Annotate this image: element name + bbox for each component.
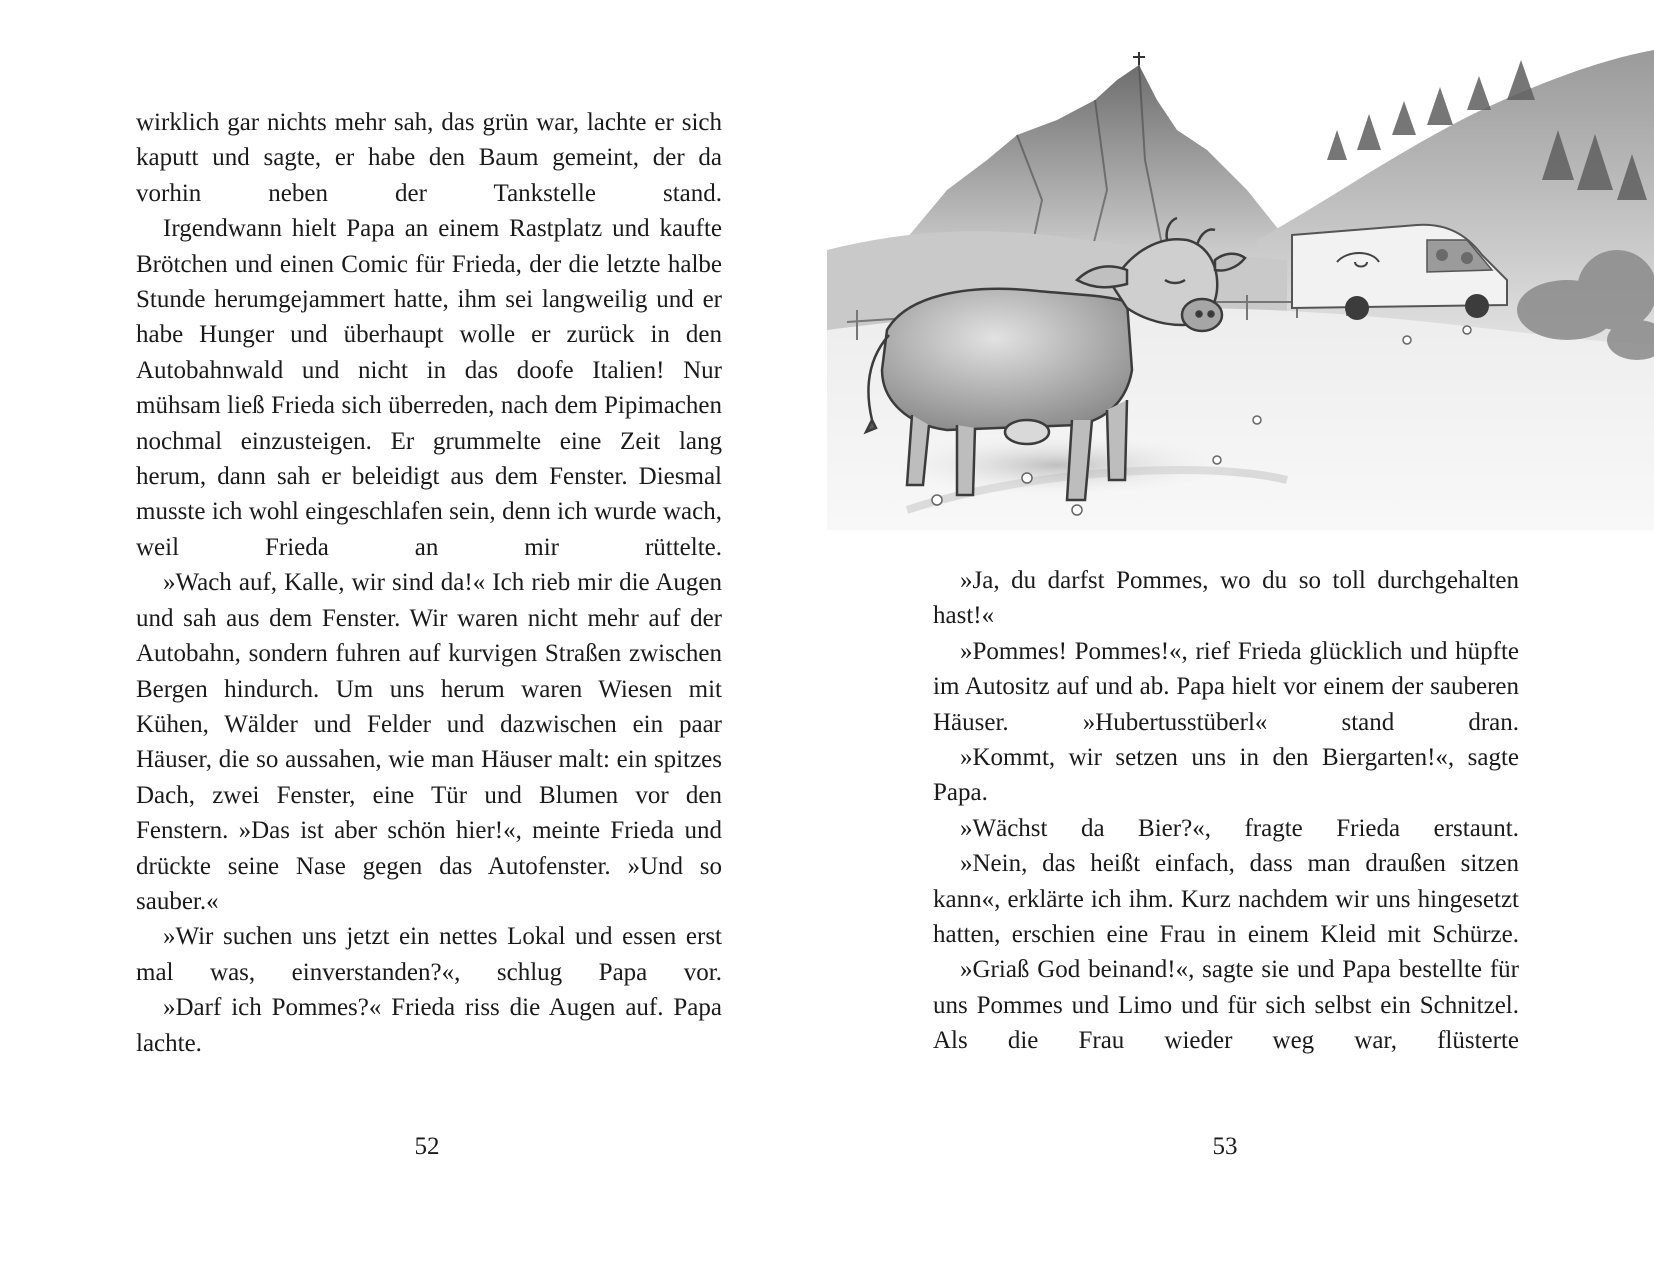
paragraph: wirklich gar nichts mehr sah, das grün war, lachte er sich kaputt und sagte, er habe den Baum gemeint, der da vorhin neben der Tankstelle stand. (136, 109, 722, 207)
illustration-drawing (827, 40, 1654, 530)
right-page-text (933, 563, 1519, 1059)
left-page-text (136, 105, 722, 1061)
paragraph: »Wächst da Bier?«, fragte Frieda erstaunt. (960, 814, 1519, 842)
paragraph: »Wach auf, Kalle, wir sind da!« Ich rieb mir die Augen und sah aus dem Fenster. Wir waren nicht mehr auf der Autobahn, sondern fuhren auf kurvigen Straßen zwischen Bergen hindurch. Um uns herum waren Wiesen mit Kühen, Wälder und Felder und dazwischen ein paar Häuser, die so aussahen, wie man Häuser malt: ein spitzes Dach, zwei Fenster, eine Tür und Blumen vor den Fenstern. »Das ist aber schön hier!«, meinte Frieda und drückte seine Nase gegen das Autofenster. »Und so sauber.« (136, 569, 722, 915)
paragraph: »Griaß God beinand!«, sagte sie und Papa bestellte für uns Pommes und Limo und für sich selbst ein Schnitzel. Als die Frau wieder weg war, flüsterte (933, 956, 1519, 1055)
paragraph: »Nein, das heißt einfach, dass man draußen sitzen kann«, erklärte ich ihm. Kurz nachdem wir uns hingesetzt hatten, erschien eine Frau in einem Kleid mit Schürze. (933, 850, 1519, 949)
paragraph: Irgendwann hielt Papa an einem Rastplatz und kaufte Brötchen und einen Comic für Frieda, der die letzte halbe Stunde herumgejammert hatte, ihm sei langweilig und er habe Hunger und überhaupt wolle er zurück in den Autobahnwald und nicht in das doofe Italien! Nur mühsam ließ Frieda sich überreden, nach dem Pipimachen nochmal einzusteigen. Er grummelte eine Zeit lang herum, dann sah er beleidigt aus dem Fenster. Diesmal musste ich wohl eingeschlafen sein, denn ich wurde wach, weil Frieda an mir rüttelte. (136, 215, 722, 561)
right-page (827, 0, 1654, 1270)
paragraph: »Wir suchen uns jetzt ein nettes Lokal und essen erst mal was, einverstanden?«, schlug Papa vor. (136, 923, 722, 986)
paragraph: »Darf ich Pommes?« Frieda riss die Augen auf. Papa lachte. (136, 994, 722, 1057)
cow-illustration (827, 40, 1654, 530)
paragraph: »Ja, du darfst Pommes, wo du so toll durchgehalten hast!« (933, 567, 1519, 630)
paragraph: »Kommt, wir setzen uns in den Biergarten!«, sagte Papa. (933, 744, 1519, 807)
page-number: 53 (1212, 1133, 1238, 1160)
page-number: 52 (414, 1133, 440, 1160)
paragraph: »Pommes! Pommes!«, rief Frieda glücklich und hüpfte im Autositz auf und ab. Papa hielt vor einem der sauberen Häuser. »Hubertusstüberl« stand dran. (933, 637, 1519, 736)
